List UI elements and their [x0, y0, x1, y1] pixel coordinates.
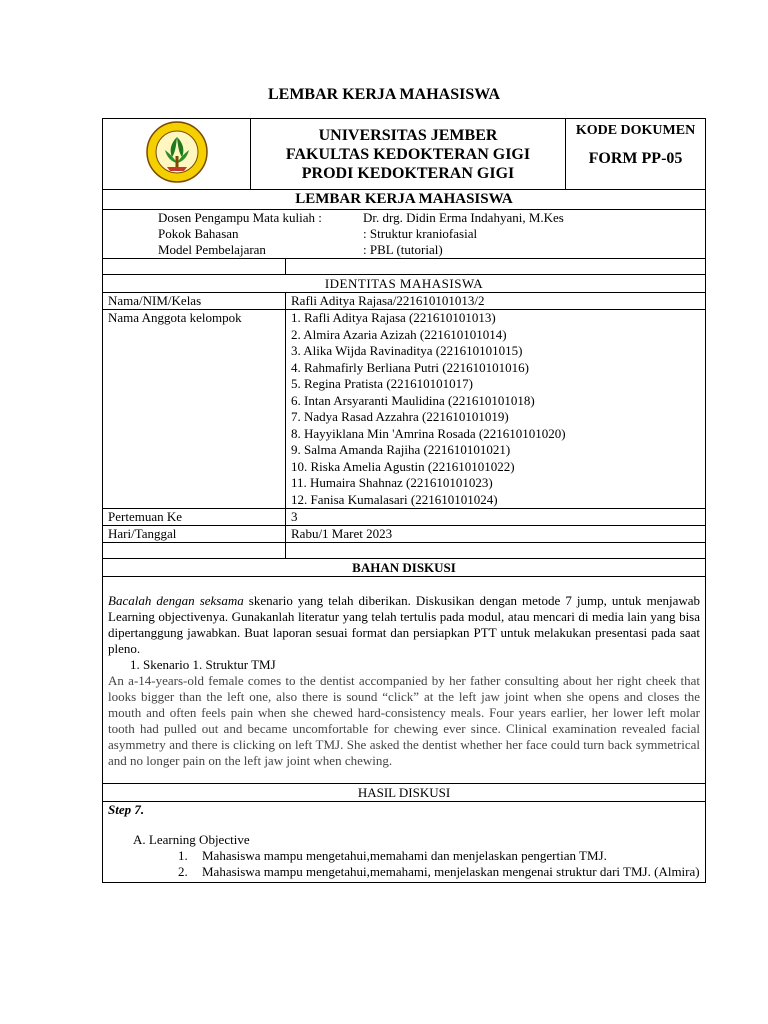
objective-number: 1. — [178, 848, 188, 863]
results-body — [103, 802, 706, 883]
university-logo — [145, 120, 209, 184]
list-item: 5. Regina Pratista (221610101017) — [291, 376, 473, 391]
list-item — [108, 848, 700, 864]
nim-value: Rafli Aditya Rajasa/221610101013/2 — [286, 293, 706, 310]
course-model-line — [108, 242, 700, 258]
learning-objective-heading: A. Learning Objective — [133, 832, 250, 847]
nim-label: Nama/NIM/Kelas — [103, 293, 286, 310]
list-item: 2. Almira Azaria Azizah (221610101014) — [291, 326, 507, 342]
course-topic-line — [108, 226, 700, 242]
header-institution — [251, 119, 566, 190]
list-item: 7. Nadya Rasad Azzahra (221610101019) — [291, 409, 509, 424]
course-lecturer-line — [108, 210, 700, 226]
objective-number: 2. — [178, 864, 188, 879]
topic-label: Pokok Bahasan — [158, 226, 239, 241]
faculty-name: FAKULTAS KEDOKTERAN GIGI — [285, 145, 531, 163]
objective-text: Mahasiswa mampu mengetahui,memahami dan menjelaskan pengertian TMJ. — [202, 848, 607, 863]
course-info — [103, 210, 706, 259]
discussion-body — [103, 577, 706, 784]
blank-cell — [286, 259, 706, 275]
form-code: FORM PP-05 — [588, 150, 683, 167]
list-item: 9. Salma Amanda Rajiha (221610101021) — [291, 442, 511, 457]
logo-cell — [103, 119, 251, 190]
results-title: HASIL DISKUSI — [103, 784, 706, 802]
members-label: Nama Anggota kelompok — [103, 310, 286, 509]
scenario-text: An a-14-years-old female comes to the dentist accompanied by her father consulting about her right cheek that looks bigger than the left one, also there is sound “click” at the left jaw joint when she opens and closes the mouth and often feels pain when she chewed hard-consistency meals. Four years earlier, her lower left molar tooth had pulled out and became uncomfortable for chewing ever since. Clinical examination revealed facial asymmetry and there is clicking on left TMJ. She asked the dentist whether her face could turn back symmetrical and no longer pain on the left jaw joint when chewing. — [108, 673, 701, 768]
list-item: 4. Rahmafirly Berliana Putri (221610101016) — [291, 359, 529, 375]
list-item: 3. Alika Wijda Ravinaditya (221610101015) — [291, 343, 523, 358]
meeting-value: 3 — [286, 509, 706, 526]
step-label: Step 7. — [108, 802, 145, 817]
topic-value: : Struktur kraniofasial — [363, 226, 478, 241]
worksheet-table — [102, 118, 706, 883]
date-label: Hari/Tanggal — [103, 526, 286, 543]
kode-dokumen-label: KODE DOKUMEN — [575, 123, 696, 138]
discussion-title: BAHAN DISKUSI — [103, 559, 706, 577]
scenario-label: 1. Skenario 1. Struktur TMJ — [130, 657, 276, 672]
blank-cell — [103, 543, 286, 559]
blank-cell — [286, 543, 706, 559]
discussion-instructions — [108, 593, 700, 657]
lecturer-value: Dr. drg. Didin Erma Indahyani, M.Kes — [363, 210, 564, 225]
university-name: UNIVERSITAS JEMBER — [318, 126, 498, 144]
date-value: Rabu/1 Maret 2023 — [286, 526, 706, 543]
members-list — [286, 310, 706, 509]
list-item: 11. Humaira Shahnaz (221610101023) — [291, 475, 493, 490]
intro-italic: Bacalah dengan seksama — [108, 593, 244, 608]
list-item: 6. Intan Arsyaranti Maulidina (221610101018) — [291, 392, 535, 408]
page-title: LEMBAR KERJA MAHASISWA — [267, 86, 501, 103]
header-doc-code — [566, 119, 706, 190]
program-name: PRODI KEDOKTERAN GIGI — [301, 164, 515, 182]
list-item: 1. Rafli Aditya Rajasa (221610101013) — [291, 310, 496, 325]
list-item: 12. Fanisa Kumalasari (221610101024) — [291, 491, 498, 507]
list-item: 8. Hayyiklana Min 'Amrina Rosada (221610101020) — [291, 425, 566, 441]
intro-text: skenario yang telah diberikan. Diskusikan dengan metode 7 jump, untuk menjawab Learning objectivenya. Gunakanlah literatur yang telah tertulis pada modul, atau mencari di media lain yang bisa dipertanggung jawabkan. Buat laporan sesuai format dan persiapkan PTT untuk melakukan presentasi pada saat pleno. — [108, 593, 701, 656]
list-item: 10. Riska Amelia Agustin (221610101022) — [291, 458, 515, 474]
list-item — [108, 864, 700, 880]
lkm-title: LEMBAR KERJA MAHASISWA — [103, 190, 706, 210]
model-value: : PBL (tutorial) — [363, 242, 443, 257]
objective-text: Mahasiswa mampu mengetahui,memahami, menjelaskan mengenai struktur dari TMJ. (Almira) — [202, 864, 700, 879]
identity-title: IDENTITAS MAHASISWA — [103, 275, 706, 293]
meeting-label: Pertemuan Ke — [103, 509, 286, 526]
lecturer-label: Dosen Pengampu Mata kuliah : — [158, 210, 322, 225]
model-label: Model Pembelajaran — [158, 242, 266, 257]
blank-cell — [103, 259, 286, 275]
